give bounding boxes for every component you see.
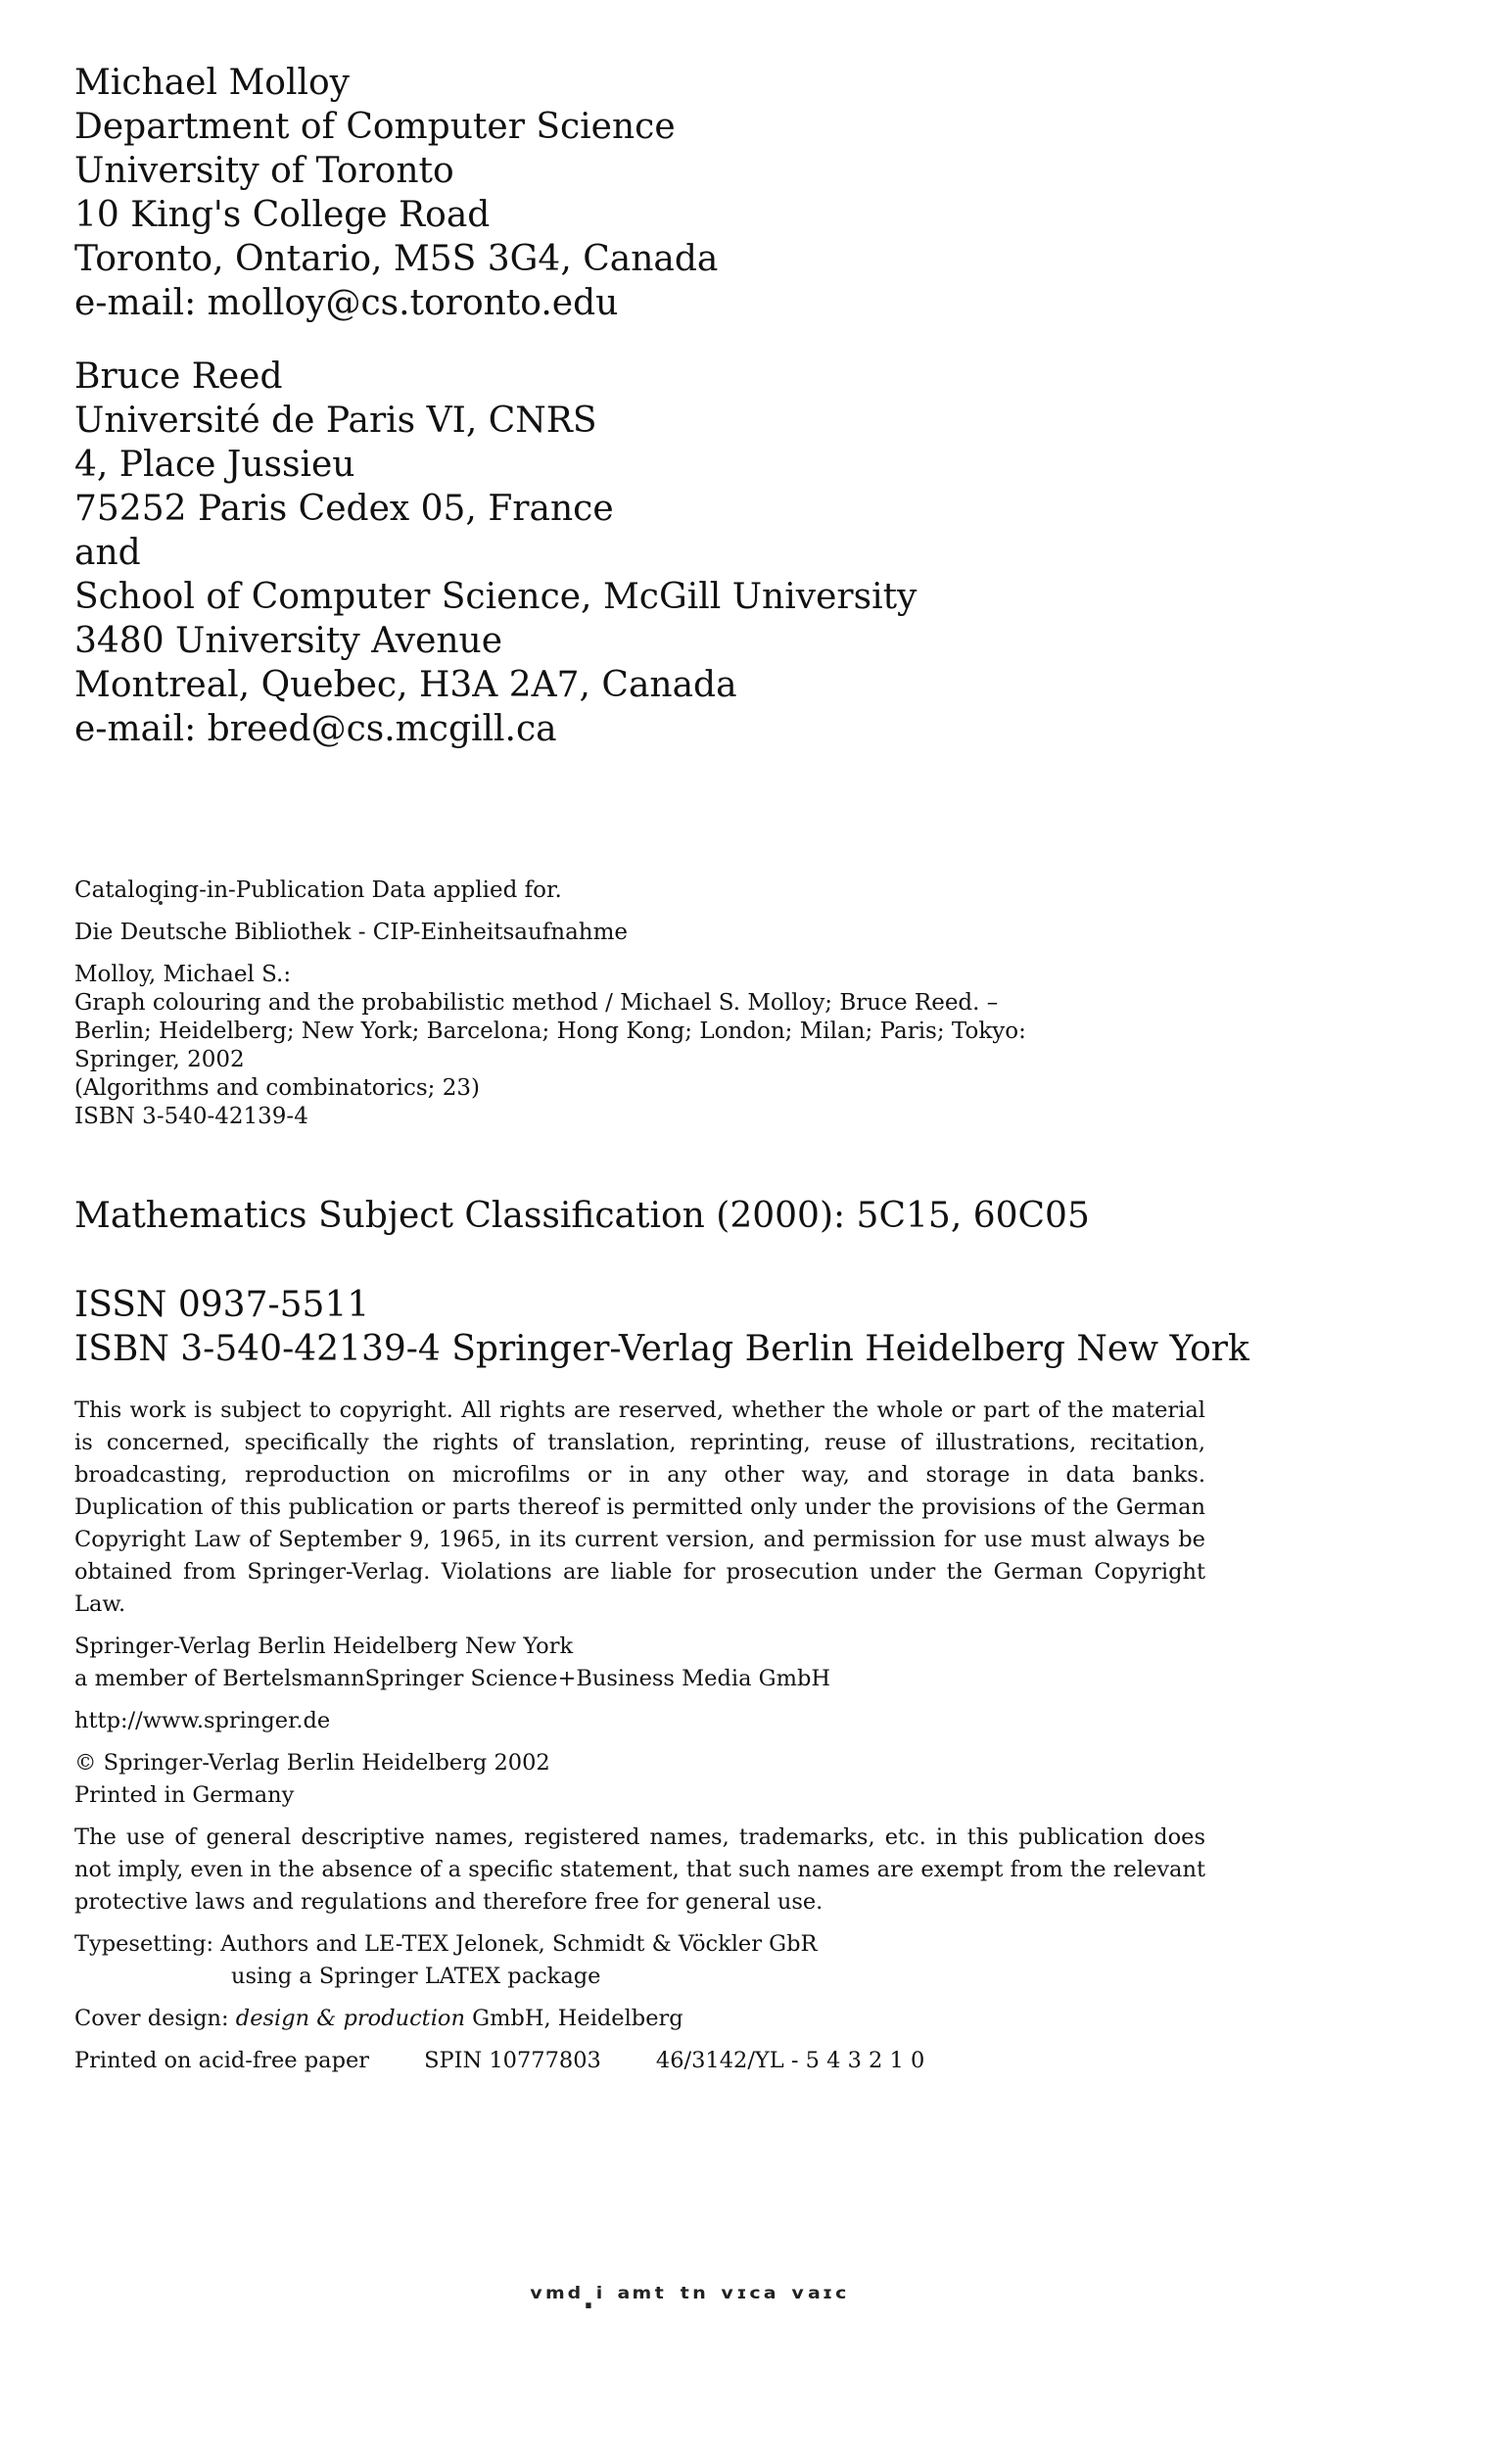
cip-entry-line: ISBN 3-540-42139-4 (74, 1104, 308, 1129)
cover-label: Cover design: (74, 2006, 236, 2031)
author2-and: and (74, 533, 141, 573)
copyright-notice: This work is subject to copyright. All rights are reserved, whether the whole or part of the material is concerned, specifically the rights of translation, reprinting, reuse of illustrations, recitation, broadcasting, reproduction on microfilms or in any other way, and storage in data banks. Duplication of this publication or parts thereof is permitted only under the provisions of the German Copyright Law of September 9, 1965, in its current version, and permission for use must always be obtained from Springer-Verlag. Violations are liable for prosecution under the German Copyright Law. (74, 1398, 1205, 1617)
printed-spin: SPIN 10777803 (424, 2048, 601, 2073)
copyright-page (74, 61, 1249, 2077)
publisher-url[interactable] (74, 1705, 1249, 1737)
cip-entry-line: (Algorithms and combinatorics; 23) (74, 1075, 480, 1101)
author2-email: e-mail: breed@cs.mcgill.ca (74, 709, 557, 749)
cip-entry-line: Molloy, Michael S.: (74, 962, 292, 987)
cip-applied: Cataloging-in-Publication Data applied for. (74, 877, 562, 903)
publisher-line2: a member of BertelsmannSpringer Science+Business Media GmbH (74, 1666, 830, 1691)
cover-rest: GmbH, Heidelberg (464, 2006, 683, 2031)
typesetting-block (74, 1928, 1249, 1993)
printed-paper: Printed on acid-free paper (74, 2048, 370, 2073)
cover-italic: design & production (235, 2006, 465, 2031)
author2-name: Bruce Reed (74, 356, 283, 397)
copyright-line2: Printed in Germany (74, 1782, 295, 1808)
author1-name: Michael Molloy (74, 63, 351, 103)
typesetting-line2: using a Springer LATEX package (231, 1964, 601, 1989)
author1-univ: University of Toronto (74, 151, 454, 191)
cip-entry-line: Graph colouring and the probabilistic method / Michael S. Molloy; Bruce Reed. – (74, 990, 999, 1016)
author1-address (74, 61, 1249, 325)
author2-univ: Université de Paris VI, CNRS (74, 401, 597, 441)
author2-address (74, 355, 1249, 751)
publisher-block (74, 1631, 1249, 1695)
url-link[interactable]: http://www.springer.de (74, 1708, 331, 1733)
cover-design (74, 2003, 1249, 2035)
printed-code: 46/3142/YL - 5 4 3 2 1 0 (655, 2048, 925, 2073)
author2-city: 75252 Paris Cedex 05, France (74, 489, 614, 529)
cip-bibliothek: Die Deutsche Bibliothek - CIP-Einheitsaufnahme (74, 920, 629, 945)
publisher-line1: Springer-Verlag Berlin Heidelberg New York (74, 1634, 574, 1659)
copyright-block (74, 1747, 1249, 1812)
author2-school: School of Computer Science, McGill University (74, 577, 918, 617)
author1-dept: Department of Computer Science (74, 107, 676, 147)
author2-city2: Montreal, Quebec, H3A 2A7, Canada (74, 665, 737, 705)
printed-row (74, 2045, 1249, 2077)
typesetting-line1: Typesetting: Authors and LE-TEX Jelonek, Schmidt & Vöckler GbR (74, 1931, 818, 1957)
issn-isbn-block (74, 1283, 1249, 1371)
author1-street: 10 King's College Road (74, 195, 491, 235)
trademark-notice: The use of general descriptive names, registered names, trademarks, etc. in this publication does not imply, even in the absence of a specific statement, that such names are exempt from the relevant protective laws and regulations and therefore free for general use. (74, 1824, 1205, 1915)
copyright-line1: © Springer-Verlag Berlin Heidelberg 2002 (74, 1750, 550, 1776)
scan-noise-text: ᵛᵐᵈ.ⁱ ᵃᵐᵗ ᵗⁿ ᵛᶦᶜᵃ ᵛᵃᶦᶜ (529, 2282, 849, 2316)
msc-classification: Mathematics Subject Classification (2000): 5C15, 60C05 (74, 1196, 1090, 1236)
author1-email: e-mail: molloy@cs.toronto.edu (74, 283, 619, 323)
cip-entry-line: Berlin; Heidelberg; New York; Barcelona; Hong Kong; London; Milan; Paris; Tokyo: (74, 1019, 1026, 1044)
isbn: ISBN 3-540-42139-4 Springer-Verlag Berlin Heidelberg New York (74, 1329, 1249, 1369)
cip-entry-line: Springer, 2002 (74, 1047, 245, 1072)
author1-city: Toronto, Ontario, M5S 3G4, Canada (74, 239, 719, 279)
author2-street2: 3480 University Avenue (74, 621, 503, 661)
issn: ISSN 0937-5511 (74, 1285, 370, 1325)
author2-street: 4, Place Jussieu (74, 445, 355, 485)
cip-data (74, 877, 1249, 1131)
